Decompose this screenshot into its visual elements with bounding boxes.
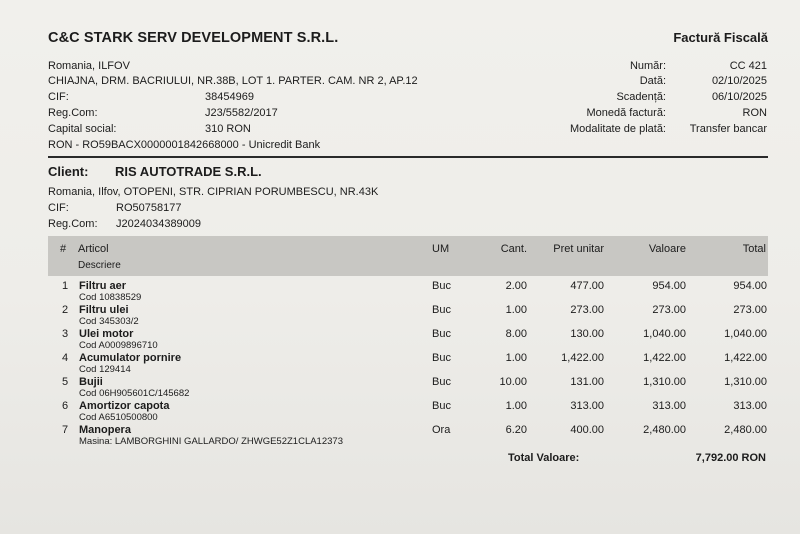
total-label: Total Valoare: (508, 452, 580, 464)
row-quantity: 8.00 (505, 328, 527, 340)
client-regcom-label: Reg.Com: (48, 218, 98, 230)
row-number: 1 (62, 280, 69, 292)
supplier-capital-value: 310 RON (205, 123, 251, 135)
row-number: 7 (62, 424, 69, 436)
supplier-address: CHIAJNA, DRM. BACRIULUI, NR.38B, LOT 1. PARTER. CAM. NR 2, AP.12 (48, 75, 418, 87)
row-unit-price: 313.00 (570, 400, 604, 412)
row-article-code: Cod A6510500800 (79, 412, 158, 423)
row-total: 954.00 (733, 280, 767, 292)
row-article-name: Amortizor capota (79, 400, 170, 412)
header-article: Articol (78, 243, 109, 255)
invoice-payment-label: Modalitate de plată: (569, 123, 666, 135)
row-article-name: Filtru aer (79, 280, 127, 292)
invoice-payment-value: Transfer bancar (689, 123, 767, 135)
row-total: 2,480.00 (724, 424, 767, 436)
row-um: Ora (432, 424, 451, 436)
row-quantity: 1.00 (505, 352, 527, 364)
invoice-date-label: Dată: (639, 75, 666, 87)
client-cif-label: CIF: (48, 202, 69, 214)
row-unit-price: 400.00 (570, 424, 604, 436)
header-um: UM (432, 243, 450, 255)
row-total: 1,310.00 (724, 376, 767, 388)
row-article-code: Cod 345303/2 (79, 316, 139, 327)
row-value: 1,310.00 (643, 376, 686, 388)
row-number: 5 (62, 376, 69, 388)
row-article-name: Acumulator pornire (79, 352, 182, 364)
row-quantity: 6.20 (505, 424, 527, 436)
row-um: Buc (432, 304, 451, 316)
header-value: Valoare (648, 243, 686, 255)
row-unit-price: 131.00 (570, 376, 604, 388)
row-number: 4 (62, 352, 69, 364)
supplier-company-name: C&C STARK SERV DEVELOPMENT S.R.L. (48, 30, 339, 46)
supplier-cif-label: CIF: (48, 91, 69, 103)
document-title: Factură Fiscală (673, 30, 768, 45)
row-um: Buc (432, 328, 451, 340)
row-um: Buc (432, 400, 451, 412)
invoice-number-value: CC 421 (729, 60, 767, 72)
row-value: 313.00 (652, 400, 686, 412)
client-regcom-value: J2024034389009 (116, 218, 202, 230)
row-value: 2,480.00 (643, 424, 686, 436)
row-total: 1,422.00 (724, 352, 767, 364)
row-article-name: Bujii (79, 376, 103, 388)
header-qty: Cant. (500, 243, 527, 255)
supplier-regcom-label: Reg.Com: (48, 107, 98, 119)
row-quantity: 1.00 (505, 304, 527, 316)
row-unit-price: 273.00 (570, 304, 604, 316)
client-cif-value: RO50758177 (116, 202, 182, 214)
row-unit-price: 130.00 (570, 328, 604, 340)
row-article-name: Filtru ulei (79, 304, 129, 316)
supplier-regcom-value: J23/5582/2017 (205, 107, 278, 119)
row-value: 954.00 (652, 280, 686, 292)
client-name: RIS AUTOTRADE S.R.L. (115, 164, 262, 179)
row-value: 1,422.00 (643, 352, 686, 364)
row-quantity: 1.00 (505, 400, 527, 412)
row-unit-price: 477.00 (570, 280, 604, 292)
row-value: 273.00 (652, 304, 686, 316)
invoice-currency-value: RON (742, 107, 767, 119)
row-total: 313.00 (733, 400, 767, 412)
header-total: Total (742, 243, 766, 255)
supplier-region: Romania, ILFOV (48, 60, 130, 72)
invoice-date-value: 02/10/2025 (711, 75, 767, 87)
supplier-capital-label: Capital social: (48, 123, 117, 135)
row-value: 1,040.00 (643, 328, 686, 340)
items-table-header (48, 236, 768, 276)
client-address: Romania, Ilfov, OTOPENI, STR. CIPRIAN PORUMBESCU, NR.43K (48, 186, 379, 198)
row-number: 3 (62, 328, 69, 340)
row-article-code: Cod 129414 (79, 364, 131, 375)
header-unit-price: Pret unitar (553, 243, 604, 255)
row-number: 6 (62, 400, 69, 412)
row-article-code: Cod A0009896710 (79, 340, 158, 351)
invoice-due-label: Scadență: (616, 91, 666, 103)
row-article-name: Manopera (79, 424, 131, 436)
row-article-code: Cod 10838529 (79, 292, 142, 303)
invoice-due-value: 06/10/2025 (711, 91, 767, 103)
client-label: Client: (48, 164, 89, 179)
row-um: Buc (432, 376, 451, 388)
row-article-name: Ulei motor (79, 328, 134, 340)
row-total: 273.00 (733, 304, 767, 316)
row-um: Buc (432, 280, 451, 292)
header-num: # (60, 243, 67, 255)
row-total: 1,040.00 (724, 328, 767, 340)
row-unit-price: 1,422.00 (561, 352, 604, 364)
row-article-code: Masina: LAMBORGHINI GALLARDO/ ZHWGE52Z1CLA12373 (79, 436, 343, 447)
invoice-currency-label: Monedă factură: (586, 107, 666, 119)
row-quantity: 2.00 (505, 280, 527, 292)
invoice-number-label: Număr: (629, 60, 666, 72)
supplier-cif-value: 38454969 (205, 91, 254, 103)
row-quantity: 10.00 (499, 376, 527, 388)
supplier-bank-account: RON - RO59BACX0000001842668000 - Unicredit Bank (48, 139, 321, 151)
divider-supplier-client (48, 156, 768, 158)
row-number: 2 (62, 304, 69, 316)
total-value: 7,792.00 RON (695, 452, 766, 464)
header-description: Descriere (78, 260, 121, 271)
row-article-code: Cod 06H905601C/145682 (79, 388, 190, 399)
row-um: Buc (432, 352, 451, 364)
